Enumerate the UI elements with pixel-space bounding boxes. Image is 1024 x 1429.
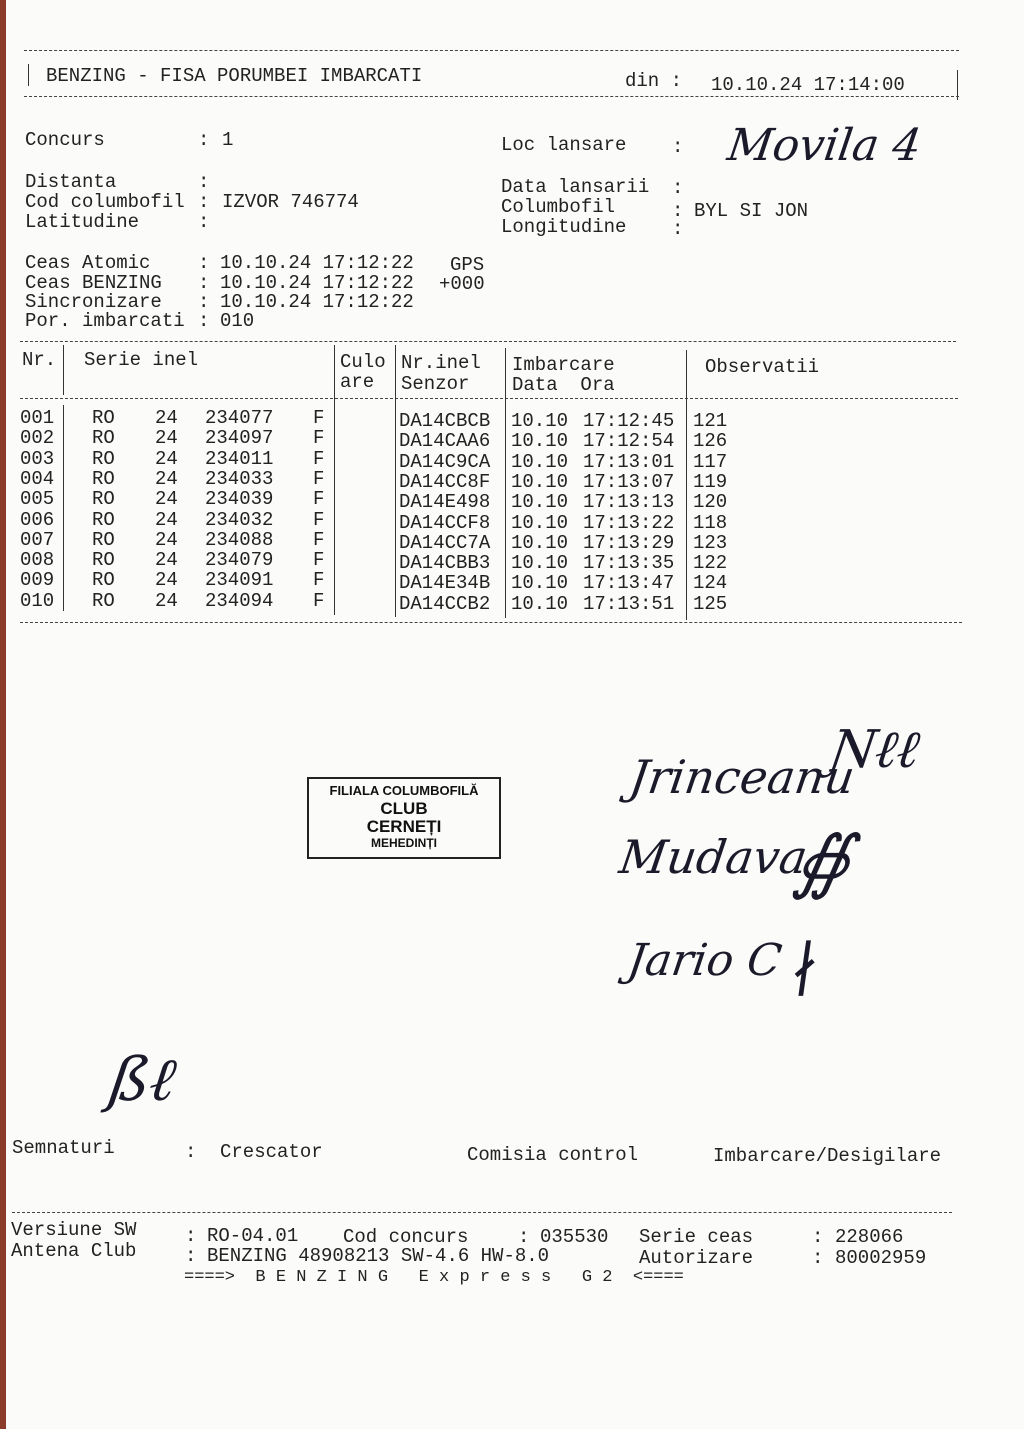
cell-nr: 006 (20, 508, 55, 531)
colon: : (672, 200, 684, 222)
divider (686, 350, 687, 620)
cell-ring-country: RO (92, 528, 115, 551)
divider (63, 405, 64, 611)
colon: : (198, 129, 221, 151)
col-culoare-2: are (340, 371, 375, 393)
cell-observation: 124 (693, 572, 728, 595)
cell-ring-country: RO (92, 569, 115, 592)
cell-date: 10.10 (511, 511, 569, 534)
sincronizare-label: Sincronizare (25, 291, 162, 313)
distanta-label: Distanta (25, 171, 117, 193)
divider (63, 345, 64, 395)
cell-sensor: DA14CC8F (399, 470, 491, 493)
cod-concurs-value: 035530 (540, 1226, 609, 1248)
loc-lansare-value: Movila 4 (724, 120, 925, 171)
antena-label: Antena Club (11, 1240, 137, 1262)
cell-sensor: DA14E498 (399, 491, 491, 514)
cell-ring-year: 24 (155, 407, 178, 429)
cell-time: 17:13:51 (583, 592, 675, 615)
cell-nr: 003 (20, 447, 55, 470)
benzing-banner: ====> B E N Z I N G E x p r e s s G 2 <==== (184, 1268, 684, 1287)
cell-time: 17:13:22 (583, 511, 675, 534)
columbofil-value: BYL SI JON (694, 200, 809, 222)
cell-ring-number: 234079 (205, 549, 274, 572)
autorizare-value: 80002959 (835, 1247, 927, 1269)
signature-mark: ∤ (785, 935, 824, 1005)
cell-time: 17:13:07 (583, 470, 675, 493)
cell-nr: 001 (20, 407, 55, 429)
cell-sex: F (313, 488, 325, 511)
cell-observation: 126 (693, 430, 728, 453)
cell-date: 10.10 (511, 592, 569, 615)
cod-concurs-label: Cod concurs (343, 1226, 469, 1248)
club-stamp (307, 777, 501, 859)
cell-date: 10.10 (511, 572, 569, 595)
cell-ring-year: 24 (155, 447, 178, 470)
colon: : (812, 1247, 824, 1269)
cell-ring-country: RO (92, 467, 115, 490)
col-culoare: Culo (340, 351, 386, 373)
cell-sensor: DA14CC7A (399, 531, 491, 554)
cell-ring-year: 24 (155, 549, 178, 572)
cell-sensor: DA14CAA6 (399, 430, 491, 453)
cell-ring-year: 24 (155, 427, 178, 450)
loc-lansare-label: Loc lansare (501, 134, 627, 156)
cell-sex: F (313, 569, 325, 592)
signature-mark: ∯ (789, 820, 856, 902)
imbarcare-label: Imbarcare/Desigilare (713, 1145, 942, 1167)
stamp-line: CLUB (380, 799, 428, 818)
longitudine-label: Longitudine (501, 216, 627, 238)
signature: Jrinceanu (626, 750, 859, 804)
stamp-line: MEHEDINȚI (371, 836, 437, 850)
cell-observation: 117 (693, 450, 728, 473)
col-nr-inel: Nr.inel (401, 352, 481, 374)
colon: : (198, 191, 210, 213)
ceas-atomic-label: Ceas Atomic (25, 252, 151, 274)
cell-ring-number: 234091 (205, 569, 274, 592)
col-nr: Nr. (22, 349, 57, 371)
sincronizare-value: 10.10.24 17:12:22 (220, 291, 414, 313)
cell-sex: F (313, 528, 325, 551)
por-imbarcati-label: Por. imbarcati (25, 310, 185, 332)
cell-ring-country: RO (92, 549, 115, 572)
signature: Mudava (616, 830, 811, 884)
colon: : (198, 310, 210, 332)
signature-mark: ßℓ (105, 1045, 180, 1115)
cell-ring-number: 234011 (205, 447, 274, 470)
cell-sensor: DA14CBB3 (399, 552, 491, 575)
divider (24, 96, 959, 97)
colon: : (198, 211, 210, 233)
ceas-atomic-suffix: GPS (450, 254, 485, 276)
colon: : (185, 1141, 197, 1163)
cell-sensor: DA14C9CA (399, 450, 491, 473)
cell-ring-number: 234088 (205, 528, 274, 551)
cell-nr: 004 (20, 467, 55, 490)
cell-sex: F (313, 589, 325, 612)
latitudine-label: Latitudine (25, 211, 140, 233)
cell-date: 10.10 (511, 552, 569, 575)
divider (505, 348, 506, 618)
cell-observation: 118 (693, 511, 728, 534)
cell-ring-number: 234039 (205, 488, 274, 511)
cell-ring-country: RO (92, 488, 115, 511)
divider (395, 345, 396, 617)
cell-sex: F (313, 467, 325, 490)
col-imbarcare: Imbarcare (512, 354, 615, 376)
versiune-value: RO-04.01 (207, 1225, 299, 1247)
cell-sex: F (313, 407, 325, 429)
data-lansarii-label: Data lansarii (501, 176, 650, 198)
signature-mark: Ɲℓℓ (825, 720, 924, 780)
col-senzor: Senzor (401, 373, 470, 395)
cell-ring-year: 24 (155, 569, 178, 592)
cell-ring-year: 24 (155, 508, 178, 531)
concurs-value: 1 (222, 129, 234, 151)
cell-date: 10.10 (511, 531, 569, 554)
autorizare-label: Autorizare (639, 1247, 754, 1269)
cell-time: 17:13:01 (583, 450, 675, 473)
cell-ring-country: RO (92, 508, 115, 531)
columbofil-label: Columbofil (501, 196, 616, 218)
cell-ring-number: 234033 (205, 467, 274, 490)
divider (334, 345, 335, 615)
colon: : (198, 291, 210, 313)
cell-date: 10.10 (511, 470, 569, 493)
cell-sensor: DA14CCF8 (399, 511, 491, 534)
cell-date: 10.10 (511, 430, 569, 453)
por-imbarcati-value: 010 (220, 310, 255, 332)
ceas-benzing-label: Ceas BENZING (25, 272, 162, 294)
cell-ring-country: RO (92, 447, 115, 470)
cell-observation: 122 (693, 552, 728, 575)
cell-date: 10.10 (511, 491, 569, 514)
cell-ring-country: RO (92, 427, 115, 450)
cell-time: 17:13:29 (583, 531, 675, 554)
cell-nr: 005 (20, 488, 55, 511)
cod-columbofil-value: IZVOR 746774 (222, 191, 359, 213)
divider (28, 64, 29, 86)
semnaturi-label: Semnaturi (12, 1137, 115, 1159)
cell-time: 17:13:47 (583, 572, 675, 595)
cell-ring-year: 24 (155, 488, 178, 511)
serie-ceas-value: 228066 (835, 1226, 904, 1248)
cell-ring-country: RO (92, 407, 115, 429)
cell-ring-year: 24 (155, 589, 178, 612)
cell-time: 17:12:45 (583, 410, 675, 432)
divider (20, 622, 962, 623)
cell-ring-year: 24 (155, 528, 178, 551)
colon: : (672, 136, 684, 158)
serie-ceas-label: Serie ceas (639, 1226, 754, 1248)
cell-ring-country: RO (92, 589, 115, 612)
cell-time: 17:13:35 (583, 552, 675, 575)
document-title: BENZING - FISA PORUMBEI IMBARCATI (46, 65, 423, 87)
divider (24, 50, 959, 51)
ceas-atomic-value: 10.10.24 17:12:22 (220, 252, 414, 274)
colon: : (198, 272, 210, 294)
cell-time: 17:13:13 (583, 491, 675, 514)
ceas-benzing-value: 10.10.24 17:12:22 (220, 272, 414, 294)
cell-sex: F (313, 427, 325, 450)
cell-ring-number: 234077 (205, 407, 274, 429)
cell-observation: 123 (693, 531, 728, 554)
colon: : (518, 1226, 530, 1248)
cell-nr: 007 (20, 528, 55, 551)
crescator-label: Crescator (220, 1141, 323, 1163)
cod-columbofil-label: Cod columbofil (25, 191, 185, 213)
cell-sex: F (313, 549, 325, 572)
signature: Jario C (624, 935, 785, 986)
colon: : (198, 171, 210, 193)
col-observatii: Observatii (705, 356, 820, 378)
comisia-label: Comisia control (467, 1144, 639, 1166)
cell-observation: 125 (693, 592, 728, 615)
col-serie: Serie inel (84, 349, 199, 371)
cell-ring-number: 234094 (205, 589, 274, 612)
colon: : (672, 177, 684, 199)
stamp-line: CERNEȚI (366, 817, 442, 836)
cell-date: 10.10 (511, 410, 569, 432)
cell-ring-number: 234032 (205, 508, 274, 531)
cell-observation: 120 (693, 491, 728, 514)
cell-nr: 009 (20, 569, 55, 592)
cell-nr: 010 (20, 589, 55, 612)
cell-nr: 002 (20, 427, 55, 450)
cell-ring-year: 24 (155, 467, 178, 490)
colon: : (185, 1225, 197, 1247)
cell-sex: F (313, 447, 325, 470)
ceas-benzing-suffix: +000 (439, 273, 485, 295)
cell-date: 10.10 (511, 450, 569, 473)
versiune-label: Versiune SW (11, 1219, 137, 1241)
cell-sensor: DA14CBCB (399, 410, 491, 432)
colon: : (812, 1226, 824, 1248)
colon: : (198, 252, 210, 274)
colon: : (185, 1245, 197, 1267)
cell-time: 17:12:54 (583, 430, 675, 453)
cell-sensor: DA14E34B (399, 572, 491, 595)
divider (20, 341, 956, 342)
col-data-ora: Data Ora (512, 374, 615, 396)
antena-value: BENZING 48908213 SW-4.6 HW-8.0 (207, 1245, 550, 1267)
stamp-line: FILIALA COLUMBOFILĂ (329, 783, 479, 798)
cell-observation: 121 (693, 410, 728, 432)
concurs-label: Concurs (25, 129, 105, 151)
divider (12, 1212, 952, 1213)
din-value: 10.10.24 17:14:00 (711, 74, 905, 96)
cell-nr: 008 (20, 549, 55, 572)
colon: : (672, 218, 684, 240)
divider (20, 398, 958, 399)
cell-sensor: DA14CCB2 (399, 592, 491, 615)
cell-ring-number: 234097 (205, 427, 274, 450)
cell-sex: F (313, 508, 325, 531)
din-label: din : (625, 70, 683, 92)
cell-observation: 119 (693, 470, 728, 493)
